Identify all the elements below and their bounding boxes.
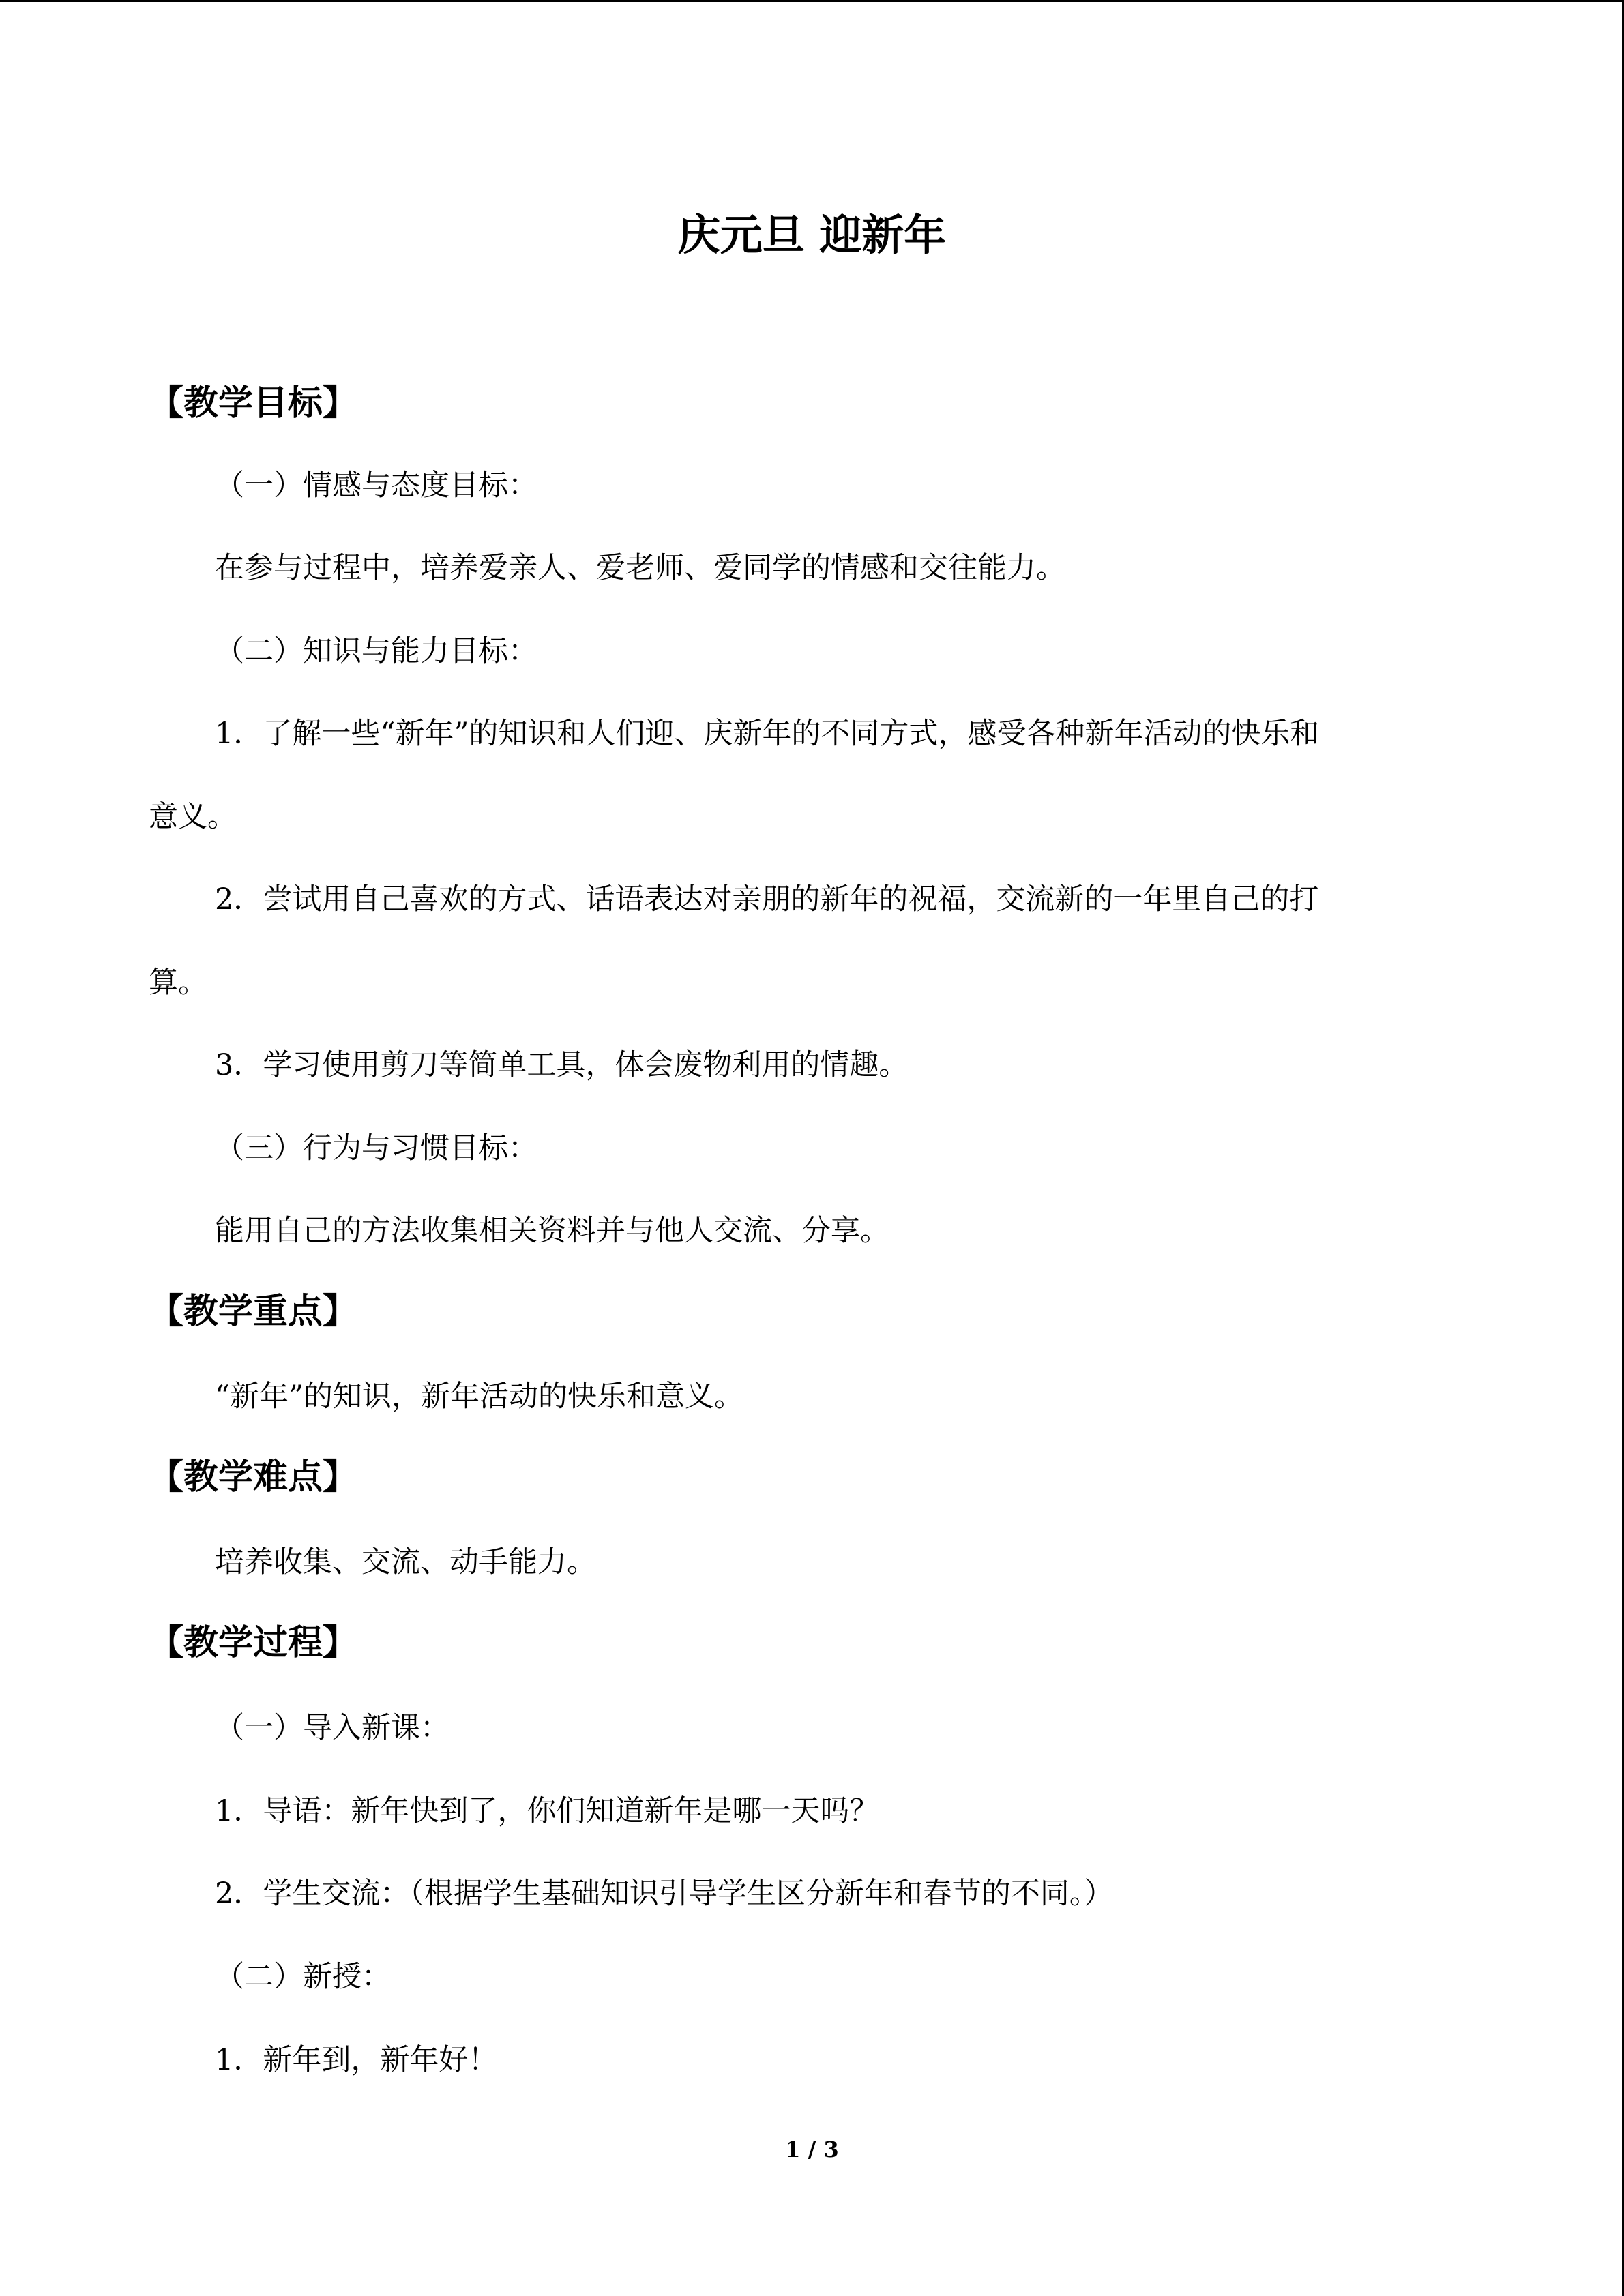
- goals-paragraph-emotion: 在参与过程中，培养爱亲人、爱老师、爱同学的情感和交往能力。: [215, 551, 1065, 585]
- goals-item-1-line-1: 1．了解一些“新年”的知识和人们迎、庆新年的不同方式，感受各种新年活动的快乐和: [215, 717, 1320, 751]
- goals-subheading-behavior: （三）行为与习惯目标：: [215, 1131, 537, 1165]
- difficulty-paragraph: 培养收集、交流、动手能力。: [215, 1545, 596, 1579]
- process-item-1: 1．导语：新年快到了，你们知道新年是哪一天吗？: [215, 1794, 879, 1828]
- key-paragraph: “新年”的知识，新年活动的快乐和意义。: [215, 1380, 743, 1414]
- page-number: 1 / 3: [785, 2136, 839, 2162]
- document-title: 庆元旦 迎新年: [677, 210, 947, 260]
- goals-item-2-line-2: 算。: [149, 966, 207, 1000]
- page-top-border: [0, 0, 1624, 2]
- process-item-2: 2．学生交流：（根据学生基础知识引导学生区分新年和春节的不同。）: [215, 1877, 1114, 1911]
- section-heading-difficulty: 【教学难点】: [149, 1457, 358, 1497]
- process-subheading-new: （二）新授：: [215, 1960, 391, 1994]
- goals-item-3: 3．学习使用剪刀等简单工具，体会废物利用的情趣。: [215, 1048, 909, 1082]
- process-subheading-intro: （一）导入新课：: [215, 1711, 449, 1745]
- section-heading-process: 【教学过程】: [149, 1622, 358, 1663]
- goals-subheading-knowledge: （二）知识与能力目标：: [215, 634, 537, 668]
- goals-paragraph-behavior: 能用自己的方法收集相关资料并与他人交流、分享。: [215, 1214, 889, 1248]
- process-item-3: 1．新年到，新年好！: [215, 2043, 498, 2077]
- section-heading-key: 【教学重点】: [149, 1291, 358, 1332]
- goals-item-2-line-1: 2．尝试用自己喜欢的方式、话语表达对亲朋的新年的祝福，交流新的一年里自己的打: [215, 882, 1319, 916]
- goals-subheading-emotion: （一）情感与态度目标：: [215, 468, 537, 503]
- section-heading-goals: 【教学目标】: [149, 383, 358, 423]
- goals-item-1-line-2: 意义。: [149, 800, 237, 834]
